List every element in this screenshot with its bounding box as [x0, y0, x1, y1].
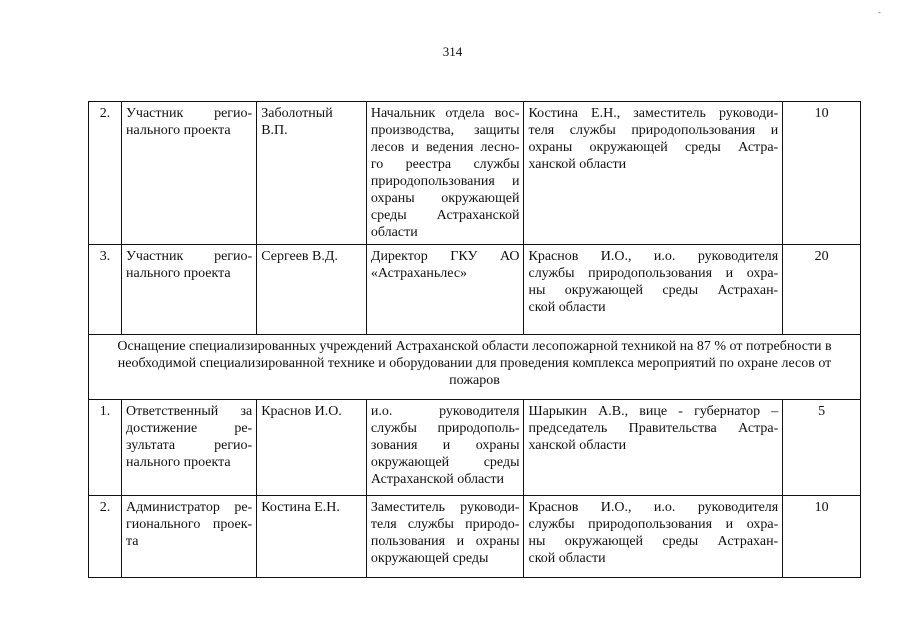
cell-line: достижение ре-	[126, 421, 253, 436]
cell-line: теля службы природопользования и	[528, 123, 779, 138]
section-title: Оснащение специализированных учреждений Астраханской области лесопожарной техникой на 87 % от потребности в необходимой специализированной технике и оборудовании для проведения комплекса мероприятий по охране лесов от пожаров	[89, 335, 861, 400]
cell-line: ханской области	[528, 157, 627, 172]
supervisor-cell	[524, 102, 783, 245]
cell-line: охраны окружающей среды Астра-	[528, 140, 779, 155]
role-cell	[122, 400, 257, 496]
table-row	[89, 496, 861, 578]
cell-line: Краснов И.О.	[261, 404, 342, 419]
cell-line: среды Астраханской	[370, 208, 520, 223]
cell-line: зультата регио-	[126, 438, 253, 453]
cell-line: нального проекта	[126, 123, 231, 138]
role-cell	[122, 496, 257, 578]
cell-line: теля службы природо-	[370, 517, 520, 532]
role-cell	[122, 245, 257, 335]
cell-line: ской области	[528, 551, 606, 566]
cell-line: области	[370, 225, 418, 240]
supervisor-cell	[524, 496, 783, 578]
cell-line: Шарыкин А.В., вице - губернатор –	[528, 404, 779, 419]
cell-line: го реестра службы	[370, 157, 520, 172]
cell-line: Сергеев В.Д.	[261, 249, 338, 264]
row-number-cell: 2.	[89, 102, 122, 245]
cell-line: Ответственный за	[126, 404, 253, 419]
cell-line: ской области	[528, 300, 606, 315]
cell-line: службы природопользования и охра-	[528, 266, 779, 281]
cell-line: Начальник отдела вос-	[370, 106, 520, 121]
cell-line: службы природопользования и охра-	[528, 517, 779, 532]
cell-line: Краснов И.О., и.о. руководителя	[528, 500, 779, 515]
cell-line: Астраханской области	[370, 472, 504, 487]
cell-line: Участник регио-	[126, 249, 253, 264]
cell-line: Заместитель руководи-	[370, 500, 520, 515]
cell-line: лесов и ведения лесно-	[370, 140, 520, 155]
position-cell	[366, 496, 524, 578]
corner-mark: -	[878, 8, 881, 17]
cell-line: производства, защиты	[370, 123, 520, 138]
cell-line: Костина Е.Н.	[261, 500, 340, 515]
cell-line: окружающей среды	[370, 551, 489, 566]
role-cell	[122, 102, 257, 245]
cell-line: ханской области	[528, 438, 627, 453]
table-row	[89, 245, 861, 335]
name-cell	[257, 102, 367, 245]
weight-cell: 20	[783, 245, 861, 335]
row-number-cell: 3.	[89, 245, 122, 335]
page-number: 314	[442, 44, 463, 59]
position-cell	[366, 400, 524, 496]
cell-line: нального проекта	[126, 455, 231, 470]
row-number-cell: 2.	[89, 496, 122, 578]
cell-line: охраны окружающей	[370, 191, 520, 206]
table-row	[89, 102, 861, 245]
name-cell	[257, 400, 367, 496]
table-body	[89, 102, 861, 578]
cell-line: Костина Е.Н., заместитель руководи-	[528, 106, 779, 121]
supervisor-cell	[524, 245, 783, 335]
cell-line: нального проекта	[126, 266, 231, 281]
section-row	[89, 335, 861, 400]
name-cell	[257, 496, 367, 578]
cell-line: гионального проек-	[126, 517, 253, 532]
weight-cell: 5	[783, 400, 861, 496]
cell-line: и.о. руководителя	[370, 404, 520, 419]
supervisor-cell	[524, 400, 783, 496]
cell-line: Краснов И.О., и.о. руководителя	[528, 249, 779, 264]
row-number-cell: 1.	[89, 400, 122, 496]
cell-line: та	[126, 534, 139, 549]
position-cell	[366, 102, 524, 245]
cell-line: Администратор ре-	[126, 500, 253, 515]
name-cell	[257, 245, 367, 335]
cell-line: Директор ГКУ АО	[370, 249, 520, 264]
cell-line: окружающей среды	[370, 455, 520, 470]
weight-cell: 10	[783, 496, 861, 578]
responsibility-table	[88, 101, 861, 578]
cell-line: службы природополь-	[370, 421, 520, 436]
weight-cell: 10	[783, 102, 861, 245]
cell-line: зования и охраны	[370, 438, 520, 453]
cell-line: «Астраханьлес»	[370, 266, 468, 281]
cell-line: В.П.	[261, 123, 288, 138]
cell-line: ны окружающей среды Астрахан-	[528, 534, 779, 549]
position-cell	[366, 245, 524, 335]
table-row	[89, 400, 861, 496]
cell-line: природопользования и	[370, 174, 520, 189]
cell-line: Заболотный	[261, 106, 333, 121]
cell-line: председатель Правительства Астра-	[528, 421, 779, 436]
cell-line: пользования и охраны	[370, 534, 520, 549]
cell-line: Участник регио-	[126, 106, 253, 121]
cell-line: ны окружающей среды Астрахан-	[528, 283, 779, 298]
